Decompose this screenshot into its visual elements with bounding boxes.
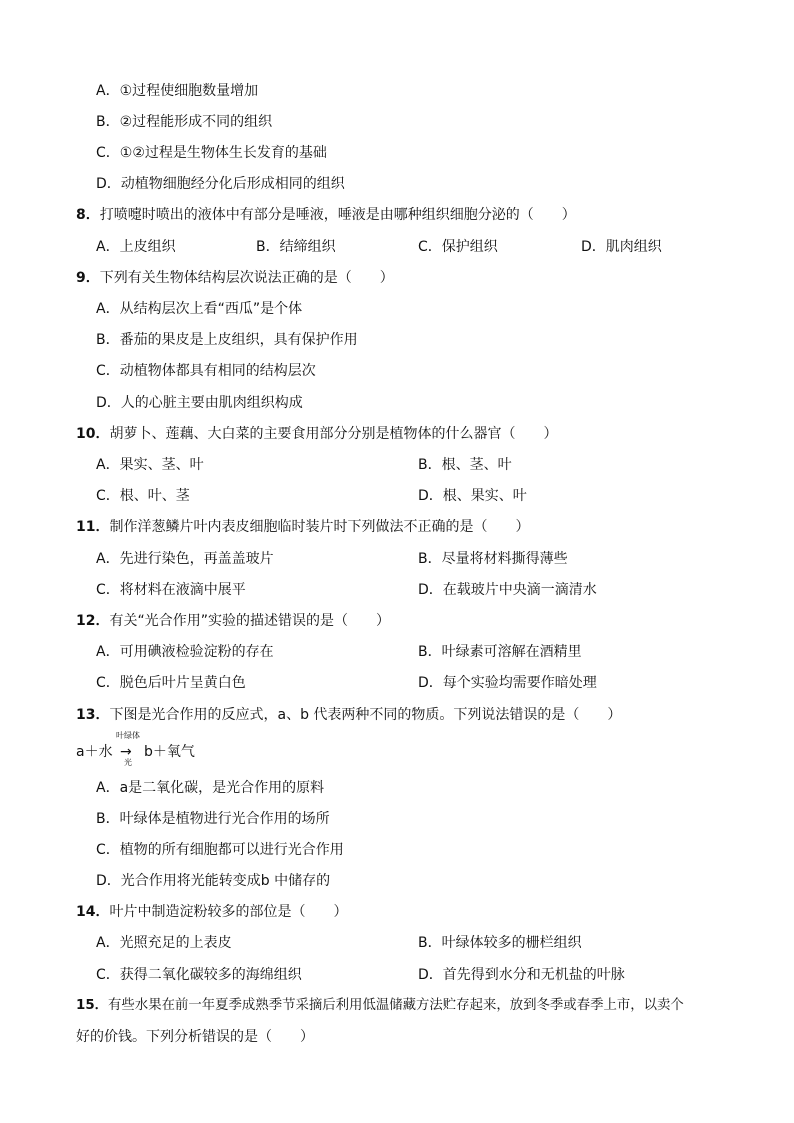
q7-option-a: A．①过程使细胞数量增加 [96,83,259,99]
q12-stem [76,611,390,631]
q11-stem [76,517,529,537]
q12-number: 12． [76,613,110,629]
q9-option-a: A．从结构层次上看“西瓜”是个体 [96,301,303,317]
q14-option-a: A．光照充足的上表皮 [96,935,232,951]
q11-number: 11． [76,519,110,535]
q8-option-b: B．结缔组织 [256,239,336,255]
q12-option-b: B．叶绿素可溶解在酒精里 [418,644,582,660]
q9-option-c: C．动植物体都具有相同的结构层次 [96,363,316,379]
q9-option-d: D．人的心脏主要由肌肉组织构成 [96,395,303,411]
q10-text: 胡萝卜、莲藕、大白菜的主要食用部分分别是植物体的什么器官（ ） [109,426,558,442]
q14-option-b: B．叶绿体较多的栅栏组织 [418,935,582,951]
q7-option-c: C．①②过程是生物体生长发育的基础 [96,145,327,161]
q13-text: 下图是光合作用的反应式，a、b 代表两种不同的物质。下列说法错误的是（ ） [109,707,622,723]
q12-text: 有关“光合作用”实验的描述错误的是（ ） [109,613,390,629]
q10-option-d: D．根、果实、叶 [418,488,527,504]
q13-option-c: C．植物的所有细胞都可以进行光合作用 [96,842,344,858]
q15-number: 15． [76,998,109,1013]
q9-number: 9． [76,270,100,286]
formula-products: b＋氧气 [144,744,195,760]
q8-number: 8． [76,207,100,223]
q11-option-b: B．尽量将材料撕得薄些 [418,551,568,567]
q10-option-b: B．根、茎、叶 [418,457,512,473]
q12-option-d: D．每个实验均需要作暗处理 [418,675,597,691]
q13-option-a: A．a是二氧化碳，是光合作用的原料 [96,780,325,796]
q12-option-c: C．脱色后叶片呈黄白色 [96,675,246,691]
q11-option-a: A．先进行染色，再盖盖玻片 [96,551,274,567]
q8-stem [76,205,576,225]
formula-condition-above: 叶绿体 [116,731,140,740]
q14-text: 叶片中制造淀粉较多的部位是（ ） [109,904,348,920]
q9-text: 下列有关生物体结构层次说法正确的是（ ） [99,270,394,286]
q7-option-b: B．②过程能形成不同的组织 [96,114,273,130]
q10-option-a: A．果实、茎、叶 [96,457,204,473]
formula-reactants: a＋水 [76,744,113,760]
q9-option-b: B．番茄的果皮是上皮组织，具有保护作用 [96,332,358,348]
q14-number: 14． [76,904,110,920]
q10-option-c: C．根、叶、茎 [96,488,190,504]
q9-stem [76,268,394,288]
q14-option-c: C．获得二氧化碳较多的海绵组织 [96,967,302,983]
q11-option-d: D．在载玻片中央滴一滴清水 [418,582,597,598]
photosynthesis-formula [76,728,236,768]
q11-text: 制作洋葱鳞片叶内表皮细胞临时装片时下列做法不正确的是（ ） [109,519,530,535]
q13-number: 13． [76,707,110,723]
q8-text: 打喷嚏时喷出的液体中有部分是唾液，唾液是由哪种组织细胞分泌的（ ） [99,207,576,223]
q14-stem [76,902,347,922]
q13-option-d: D．光合作用将光能转变成b 中储存的 [96,873,331,889]
q15-stem-line2: 好的价钱。下列分析错误的是（ ） [76,1029,314,1045]
q13-stem [76,705,621,725]
q8-option-a: A．上皮组织 [96,239,176,255]
formula-arrow: → [120,744,132,760]
q12-option-a: A．可用碘液检验淀粉的存在 [96,644,274,660]
q7-option-d: D．动植物细胞经分化后形成相同的组织 [96,176,345,192]
q10-stem [76,424,557,444]
q15-text-line1: 有些水果在前一年夏季成熟季节采摘后利用低温储藏方法贮存起来，放到冬季或春季上市，以卖个 [108,998,684,1013]
q10-number: 10． [76,426,110,442]
formula-condition-below: 光 [124,758,132,767]
q8-option-d: D．肌肉组织 [581,239,662,255]
q13-option-b: B．叶绿体是植物进行光合作用的场所 [96,811,330,827]
q11-option-c: C．将材料在液滴中展平 [96,582,246,598]
q15-stem-line1 [76,996,684,1016]
q14-option-d: D．首先得到水分和无机盐的叶脉 [418,967,625,983]
q8-option-c: C．保护组织 [418,239,498,255]
